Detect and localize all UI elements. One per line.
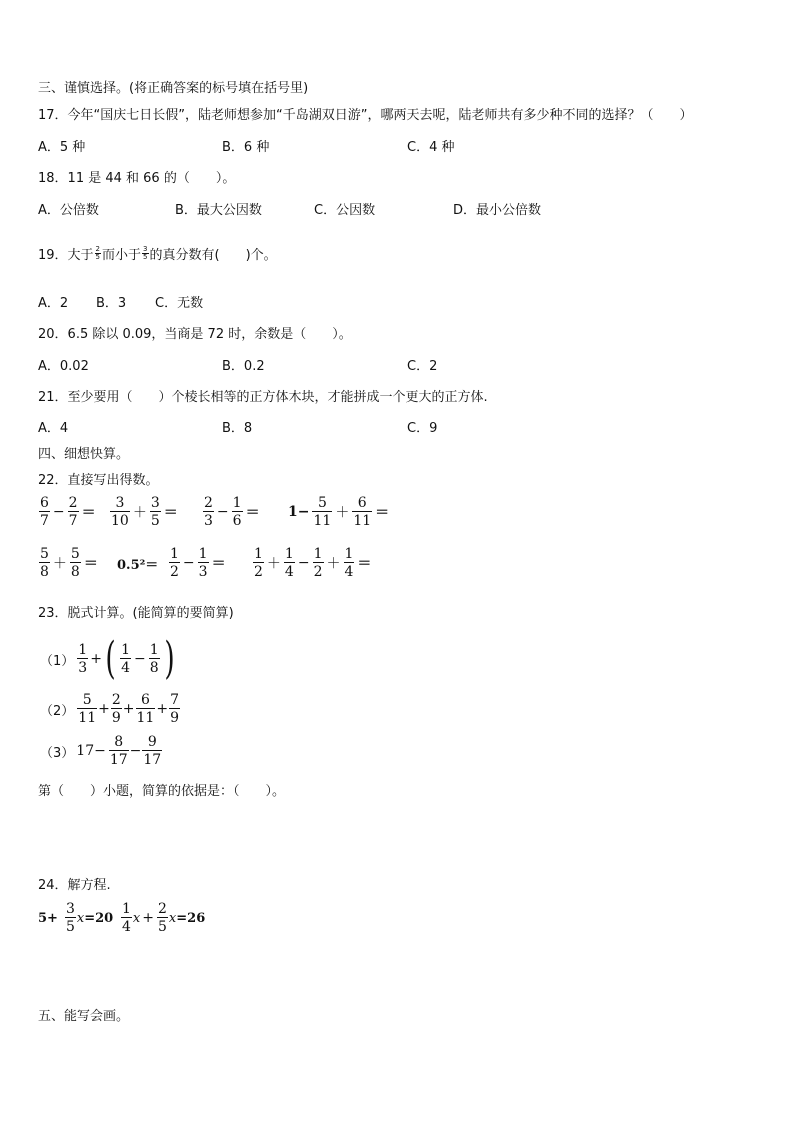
q23-stem: 23．脱式计算。(能简算的要简算) xyxy=(38,606,234,621)
fraction: $\frac{2}{9}$ xyxy=(111,692,121,726)
fraction: $\frac{3}{5}$ xyxy=(65,901,75,935)
fraction: 1 4 xyxy=(284,546,294,580)
fraction: $\frac{2}{5}$ xyxy=(158,901,167,935)
q18-option-c[interactable]: C．公因数 xyxy=(314,203,376,218)
fraction: $\frac{9}{17}$ xyxy=(143,734,162,768)
q21-stem: 21．至少要用（ ）个棱长相等的正方体木块，才能拼成一个更大的正方体. xyxy=(38,390,488,405)
fraction: $\frac{7}{9}$ xyxy=(170,692,179,726)
q23-problem-3: （3） 17− $\frac{8}{17}$ − $\frac{9}{17}$ xyxy=(40,734,162,768)
fraction: $\frac{1}{3}$ xyxy=(198,546,208,580)
q22-expr-7: 1 2 − $\frac{1}{3}$ ＝ xyxy=(170,546,226,580)
fraction: 1 4 xyxy=(121,642,131,676)
q21-option-c[interactable]: C．9 xyxy=(407,421,438,436)
q24-equation-1: 5+ $\frac{3}{5}$ x =20 xyxy=(38,901,114,935)
q22-expr-6: 0.5²＝ xyxy=(117,557,159,573)
q18-option-d[interactable]: D．最小公倍数 xyxy=(453,203,542,218)
q23-problem-2: （2） 5 11 + $\frac{2}{9}$ + $\frac{6}{11}$ + $\frac{7}{9}$ xyxy=(40,692,179,726)
q23-note: 第（ ）小题，简算的依据是：（ ）。 xyxy=(38,784,286,799)
q19-fraction-upper: 3 5 xyxy=(143,244,148,261)
fraction: $\frac{8}{17}$ xyxy=(109,734,128,768)
fraction: $\frac{1}{2}$ xyxy=(313,546,323,580)
q17-option-c[interactable]: C．4 种 xyxy=(407,140,455,155)
fraction: $\frac{5}{11}$ xyxy=(313,495,332,529)
fraction: 5 11 xyxy=(78,692,97,726)
q17-stem: 17．今年“国庆七日长假”，陆老师想参加“千岛湖双日游”，哪两天去呢，陆老师共有多少种不同的选择？（ ） xyxy=(38,108,693,123)
fraction: 2 3 xyxy=(204,495,213,529)
q19-option-a[interactable]: A．2 xyxy=(38,296,69,311)
section-5-title: 五、能写会画。 xyxy=(38,1009,130,1024)
q20-option-a[interactable]: A．0.02 xyxy=(38,359,89,374)
fraction: 1 4 xyxy=(122,901,131,935)
q19-suffix: 的真分数有( )个。 xyxy=(149,247,277,263)
q22-stem: 22．直接写出得数。 xyxy=(38,473,159,488)
q24-equation-2: 1 4 x + $\frac{2}{5}$ x =26 xyxy=(122,901,206,935)
q19-middle: 而小于 xyxy=(102,247,142,263)
fraction: 6 7 xyxy=(40,495,49,529)
q22-expr-2: 3 10 ＋ 3 5 ＝ xyxy=(111,495,178,529)
right-paren: ) xyxy=(164,633,175,684)
q24-stem: 24．解方程. xyxy=(38,878,111,893)
fraction: $\frac{1}{6}$ xyxy=(232,495,242,529)
q20-option-b[interactable]: B．0.2 xyxy=(222,359,265,374)
q22-expr-3: 2 3 − $\frac{1}{6}$ ＝ xyxy=(204,495,260,529)
q19-option-b[interactable]: B．3 xyxy=(96,296,127,311)
q17-option-a[interactable]: A．5 种 xyxy=(38,140,86,155)
q22-expr-8: 1 2 ＋ 1 4 − $\frac{1}{2}$ ＋ 1 4 ＝ xyxy=(254,546,372,580)
q18-option-b[interactable]: B．最大公因数 xyxy=(175,203,262,218)
section-3-title: 三、谨慎选择。(将正确答案的标号填在括号里) xyxy=(38,81,309,96)
q23-problem-1: （1） 1 3 + ( 1 4 − $\frac{1}{8}$ ) xyxy=(40,633,175,684)
q20-option-c[interactable]: C．2 xyxy=(407,359,438,374)
fraction: 1 2 xyxy=(254,546,263,580)
q18-option-a[interactable]: A．公倍数 xyxy=(38,203,99,218)
fraction: 3 10 xyxy=(111,495,129,529)
fraction: 5 8 xyxy=(70,546,80,580)
fraction: 3 5 xyxy=(150,495,160,529)
fraction: 1 3 xyxy=(78,642,88,676)
section-4-title: 四、细想快算。 xyxy=(38,447,130,462)
fraction: 5 8 xyxy=(40,546,49,580)
q17-option-b[interactable]: B．6 种 xyxy=(222,140,270,155)
fraction: 6 11 xyxy=(353,495,372,529)
q19-option-c[interactable]: C．无数 xyxy=(155,296,204,311)
fraction: 1 2 xyxy=(170,546,179,580)
q22-expr-5: 5 8 ＋ 5 8 ＝ xyxy=(40,546,98,580)
q22-expr-4: 1− $\frac{5}{11}$ ＋ 6 11 ＝ xyxy=(288,495,390,529)
q21-option-b[interactable]: B．8 xyxy=(222,421,253,436)
fraction: 1 4 xyxy=(344,546,354,580)
left-paren: ( xyxy=(105,633,116,684)
fraction: $\frac{6}{11}$ xyxy=(136,692,155,726)
fraction: $\frac{1}{8}$ xyxy=(149,642,159,676)
q18-stem: 18．11 是 44 和 66 的（ ）。 xyxy=(38,171,236,186)
q21-option-a[interactable]: A．4 xyxy=(38,421,69,436)
q19-stem xyxy=(38,240,277,266)
q19-fraction-lower: 2 5 xyxy=(95,244,101,261)
q20-stem: 20．6.5 除以 0.09，当商是 72 时，余数是（ ）。 xyxy=(38,327,352,342)
q22-expr-1: 6 7 − $\frac{2}{7}$ ＝ xyxy=(40,495,96,529)
fraction: $\frac{2}{7}$ xyxy=(68,495,78,529)
q19-prefix: 19．大于 xyxy=(38,247,94,263)
